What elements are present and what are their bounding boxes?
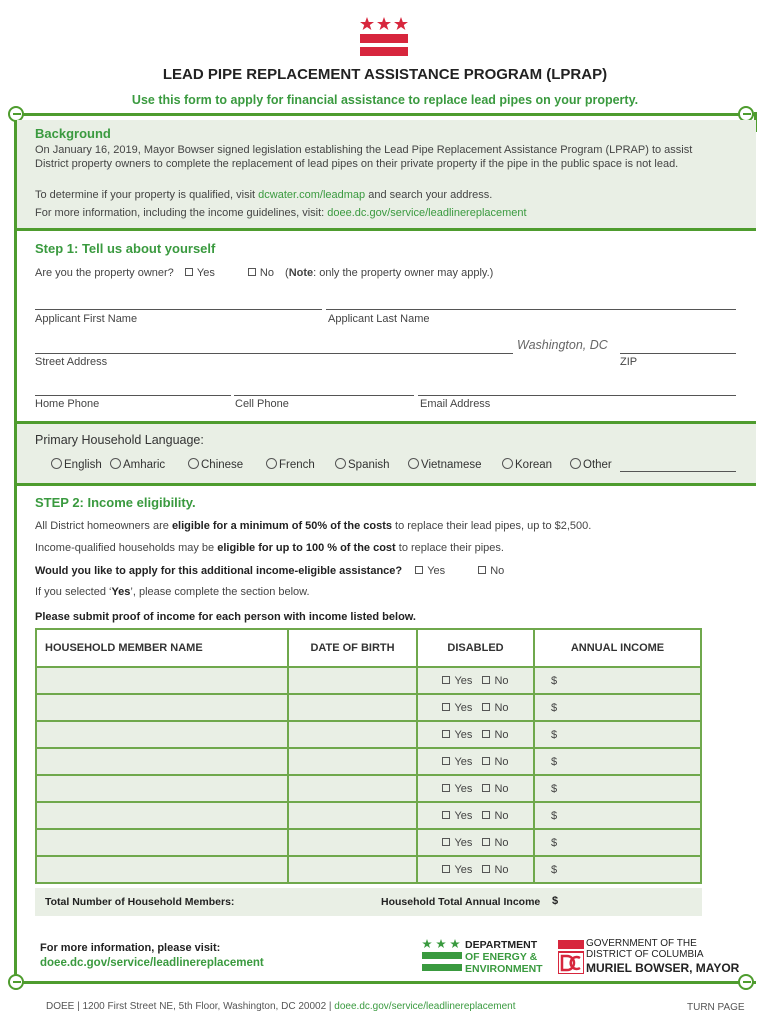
first-name-input[interactable] (35, 309, 322, 310)
disabled-cell (417, 721, 534, 748)
doee-link[interactable]: doee.dc.gov/service/leadlinereplacement (327, 207, 527, 219)
disabled-yes-label: Yes (454, 674, 473, 687)
radio-button[interactable] (408, 458, 419, 469)
checkbox[interactable] (442, 703, 450, 711)
annual-income-cell[interactable] (534, 694, 701, 721)
table-row (36, 802, 701, 829)
member-name-cell[interactable] (36, 748, 288, 775)
step2-line4-a: If you selected ‘ (35, 586, 112, 598)
currency-symbol: $ (551, 755, 558, 768)
home-phone-label: Home Phone (35, 398, 100, 410)
radio-button[interactable] (502, 458, 513, 469)
disabled-cell (417, 694, 534, 721)
annual-income-cell[interactable] (534, 829, 701, 856)
language-label-korean: Korean (515, 459, 553, 471)
dcwater-link[interactable]: dcwater.com/leadmap (258, 189, 366, 201)
disabled-no-option[interactable] (482, 702, 508, 714)
gov-logo-line1: GOVERNMENT OF THE (586, 938, 697, 949)
disabled-yes-label: Yes (454, 863, 473, 876)
col-header-income: ANNUAL INCOME (534, 629, 701, 667)
cell-phone-label: Cell Phone (235, 398, 289, 410)
other-language-input[interactable] (620, 471, 736, 472)
currency-symbol: $ (551, 863, 558, 876)
footer-more-info: For more information, please visit: (40, 942, 221, 954)
language-option-english[interactable] (51, 458, 102, 471)
annual-income-cell[interactable] (534, 802, 701, 829)
annual-income-cell[interactable] (534, 856, 701, 883)
checkbox[interactable] (478, 566, 486, 574)
dob-cell[interactable] (288, 694, 417, 721)
checkbox[interactable] (482, 811, 490, 819)
checkbox[interactable] (482, 838, 490, 846)
radio-button[interactable] (51, 458, 62, 469)
table-row (36, 856, 701, 883)
total-income-currency[interactable]: $ (552, 895, 559, 907)
member-name-cell[interactable] (36, 775, 288, 802)
annual-income-cell[interactable] (534, 748, 701, 775)
disabled-yes-label: Yes (454, 755, 473, 768)
qualify-suffix: and search your address. (365, 189, 493, 201)
last-name-label: Applicant Last Name (328, 313, 430, 325)
city-value: Washington, DC (517, 338, 608, 352)
checkbox[interactable] (248, 268, 256, 276)
disabled-yes-label: Yes (454, 809, 473, 822)
table-row (36, 667, 701, 694)
footer-address-text: DOEE | 1200 First Street NE, 5th Floor, Washington, DC 20002 | (46, 1001, 335, 1012)
street-address-input[interactable] (35, 353, 513, 354)
step1-heading: Step 1: Tell us about yourself (35, 241, 216, 256)
frame-top-rule (14, 113, 756, 116)
first-name-label: Applicant First Name (35, 313, 138, 325)
turn-page-label: TURN PAGE (687, 1002, 745, 1013)
language-option-chinese[interactable] (188, 458, 243, 471)
disabled-yes-label: Yes (454, 782, 473, 795)
col-header-name: HOUSEHOLD MEMBER NAME (36, 629, 288, 667)
disabled-cell (417, 802, 534, 829)
street-address-label: Street Address (35, 356, 108, 368)
doee-logo-line3: ENVIRONMENT (465, 963, 543, 975)
currency-symbol: $ (551, 701, 558, 714)
frame-corner-ornament (8, 974, 24, 990)
language-label-other: Other (583, 459, 612, 471)
checkbox[interactable] (442, 865, 450, 873)
checkbox[interactable] (442, 730, 450, 738)
dob-cell[interactable] (288, 802, 417, 829)
step2-line1-bold: eligible for a minimum of 50% of the costs (171, 520, 392, 532)
step2-line1 (35, 520, 591, 532)
assistance-no-label: No (490, 565, 505, 577)
disabled-no-label: No (494, 809, 509, 822)
member-name-cell[interactable] (36, 694, 288, 721)
checkbox[interactable] (442, 784, 450, 792)
member-name-cell[interactable] (36, 856, 288, 883)
household-income-table (35, 628, 702, 884)
disabled-cell (417, 829, 534, 856)
dc-government-logo (558, 938, 753, 978)
dob-cell[interactable] (288, 748, 417, 775)
member-name-cell[interactable] (36, 802, 288, 829)
step2-heading: STEP 2: Income eligibility. (35, 495, 196, 510)
disabled-cell (417, 856, 534, 883)
step2-line1-c: to replace their lead pipes, up to $2,500. (391, 520, 592, 532)
annual-income-cell[interactable] (534, 775, 701, 802)
disabled-cell (417, 748, 534, 775)
table-row (36, 721, 701, 748)
currency-symbol: $ (551, 782, 558, 795)
disabled-yes-option[interactable] (442, 729, 472, 741)
assistance-yes-option[interactable] (415, 565, 445, 577)
owner-yes-label: Yes (196, 267, 215, 279)
disabled-no-option[interactable] (482, 675, 508, 687)
language-label-french: French (279, 459, 315, 471)
dc-flag-logo (358, 14, 410, 58)
assistance-yes-label: Yes (427, 565, 446, 577)
table-row (36, 694, 701, 721)
currency-symbol: $ (551, 674, 558, 687)
disabled-no-label: No (494, 782, 509, 795)
disabled-yes-option[interactable] (442, 837, 472, 849)
disabled-no-label: No (494, 701, 509, 714)
disabled-yes-option[interactable] (442, 756, 472, 768)
section-divider (14, 228, 756, 231)
language-option-amharic[interactable] (110, 458, 165, 471)
annual-income-cell[interactable] (534, 721, 701, 748)
owner-no-label: No (259, 267, 274, 279)
disabled-no-option[interactable] (482, 864, 508, 876)
step2-line2-c: to replace their pipes. (395, 542, 504, 554)
language-label-chinese: Chinese (201, 459, 244, 471)
zip-label: ZIP (620, 356, 638, 368)
disabled-cell (417, 775, 534, 802)
disabled-yes-label: Yes (454, 836, 473, 849)
page-subtitle: Use this form to apply for financial assistance to replace lead pipes on your property. (131, 93, 639, 107)
checkbox[interactable] (442, 811, 450, 819)
step2-line4-c: ’, please complete the section below. (130, 586, 310, 598)
qualify-prefix: To determine if your property is qualified, visit (35, 189, 259, 201)
table-row (36, 775, 701, 802)
step2-line4 (35, 586, 310, 598)
checkbox[interactable] (482, 703, 490, 711)
checkbox[interactable] (442, 757, 450, 765)
checkbox[interactable] (482, 865, 490, 873)
disabled-no-option[interactable] (482, 783, 508, 795)
checkbox[interactable] (482, 730, 490, 738)
note-text: : only the property owner may apply.) (313, 267, 494, 279)
checkbox[interactable] (482, 676, 490, 684)
currency-symbol: $ (551, 809, 558, 822)
doee-logo-line2: OF ENERGY & (465, 951, 538, 963)
note-bold: Note (288, 267, 314, 279)
language-label: Primary Household Language: (35, 433, 204, 447)
email-label: Email Address (420, 398, 491, 410)
disabled-no-label: No (494, 863, 509, 876)
gov-logo-line3: MURIEL BOWSER, MAYOR (586, 961, 740, 975)
language-option-french[interactable] (266, 458, 315, 471)
col-header-disabled: DISABLED (417, 629, 534, 667)
radio-button[interactable] (335, 458, 346, 469)
member-name-cell[interactable] (36, 829, 288, 856)
disabled-yes-option[interactable] (442, 783, 472, 795)
member-name-cell[interactable] (36, 721, 288, 748)
disabled-no-label: No (494, 755, 509, 768)
background-paragraph: On January 16, 2019, Mayor Bowser signed legislation establishing the Lead Pipe Replacement Assistance Program (LPRAP) to assist District property owners to complete the replacement of lead pipes on their private property if the pipe in the public space is not lead. (35, 144, 693, 170)
email-input[interactable] (418, 395, 736, 396)
step2-line1-a: All District homeowners are (35, 520, 172, 532)
section-divider (14, 483, 756, 486)
page-title: LEAD PIPE REPLACEMENT ASSISTANCE PROGRAM (LPRAP) (162, 66, 608, 83)
language-label-vietnamese: Vietnamese (421, 459, 482, 471)
owner-question: Are you the property owner? (35, 267, 174, 279)
owner-note (285, 267, 493, 279)
checkbox[interactable] (482, 784, 490, 792)
more-info-prefix: For more information, including the income guidelines, visit: (35, 207, 328, 219)
frame-bottom-rule (14, 981, 756, 984)
checkbox[interactable] (185, 268, 193, 276)
step2-line2 (35, 542, 504, 554)
gov-logo-line2: DISTRICT OF COLUMBIA (586, 949, 704, 960)
doee-logo (422, 938, 547, 978)
disabled-no-option[interactable] (482, 729, 508, 741)
table-header-row (36, 629, 701, 667)
checkbox[interactable] (442, 838, 450, 846)
language-option-other[interactable] (570, 458, 612, 471)
disabled-cell (417, 667, 534, 694)
language-option-korean[interactable] (502, 458, 552, 471)
zip-input[interactable] (620, 353, 736, 354)
owner-question-row (35, 267, 493, 279)
disabled-no-option[interactable] (482, 837, 508, 849)
step2-line4-bold: Yes (111, 586, 131, 598)
col-header-dob: DATE OF BIRTH (288, 629, 417, 667)
disabled-no-label: No (494, 728, 509, 741)
assistance-question: Would you like to apply for this additional income-eligible assistance? (35, 565, 403, 577)
total-members-label: Total Number of Household Members: (45, 896, 235, 908)
disabled-yes-label: Yes (454, 701, 473, 714)
total-income-label: Household Total Annual Income (381, 896, 541, 908)
table-body (36, 667, 701, 883)
proof-instruction: Please submit proof of income for each person with income listed below. (35, 611, 416, 623)
language-label-spanish: Spanish (348, 459, 390, 471)
step2-line2-a: Income-qualified households may be (35, 542, 218, 554)
currency-symbol: $ (551, 728, 558, 741)
cell-phone-input[interactable] (234, 395, 414, 396)
disabled-yes-option[interactable] (442, 864, 472, 876)
more-info-text (35, 207, 527, 219)
assistance-question-row (35, 565, 504, 577)
qualify-text (35, 189, 492, 201)
radio-button[interactable] (188, 458, 199, 469)
disabled-no-label: No (494, 836, 509, 849)
assistance-no-option[interactable] (478, 565, 504, 577)
owner-no-option[interactable] (248, 267, 274, 279)
disabled-no-option[interactable] (482, 756, 508, 768)
home-phone-input[interactable] (35, 395, 231, 396)
disabled-yes-label: Yes (454, 728, 473, 741)
frame-left-border (14, 112, 17, 980)
last-name-input[interactable] (326, 309, 736, 310)
note-open: ( (285, 267, 289, 279)
footer-address-link[interactable]: doee.dc.gov/service/leadlinereplacement (334, 1001, 516, 1012)
language-label-english: English (64, 459, 102, 471)
disabled-yes-option[interactable] (442, 702, 472, 714)
doee-logo-line1: DEPARTMENT (465, 939, 538, 951)
dob-cell[interactable] (288, 829, 417, 856)
language-option-vietnamese[interactable] (408, 458, 482, 471)
table-row (36, 748, 701, 775)
footer-address (46, 1001, 516, 1012)
checkbox[interactable] (482, 757, 490, 765)
step2-line2-bold: eligible for up to 100 % of the cost (217, 542, 396, 554)
dob-cell[interactable] (288, 721, 417, 748)
dob-cell[interactable] (288, 775, 417, 802)
background-heading: Background (35, 126, 111, 141)
radio-button[interactable] (266, 458, 277, 469)
member-name-cell[interactable] (36, 667, 288, 694)
disabled-yes-option[interactable] (442, 810, 472, 822)
language-option-spanish[interactable] (335, 458, 390, 471)
language-label-amharic: Amharic (123, 459, 166, 471)
disabled-no-label: No (494, 674, 509, 687)
checkbox[interactable] (415, 566, 423, 574)
checkbox[interactable] (442, 676, 450, 684)
disabled-no-option[interactable] (482, 810, 508, 822)
footer-link[interactable]: doee.dc.gov/service/leadlinereplacement (40, 957, 264, 969)
owner-yes-option[interactable] (185, 267, 215, 279)
dob-cell[interactable] (288, 667, 417, 694)
table-row (36, 829, 701, 856)
dob-cell[interactable] (288, 856, 417, 883)
disabled-yes-option[interactable] (442, 675, 472, 687)
annual-income-cell[interactable] (534, 667, 701, 694)
radio-button[interactable] (110, 458, 121, 469)
radio-button[interactable] (570, 458, 581, 469)
currency-symbol: $ (551, 836, 558, 849)
